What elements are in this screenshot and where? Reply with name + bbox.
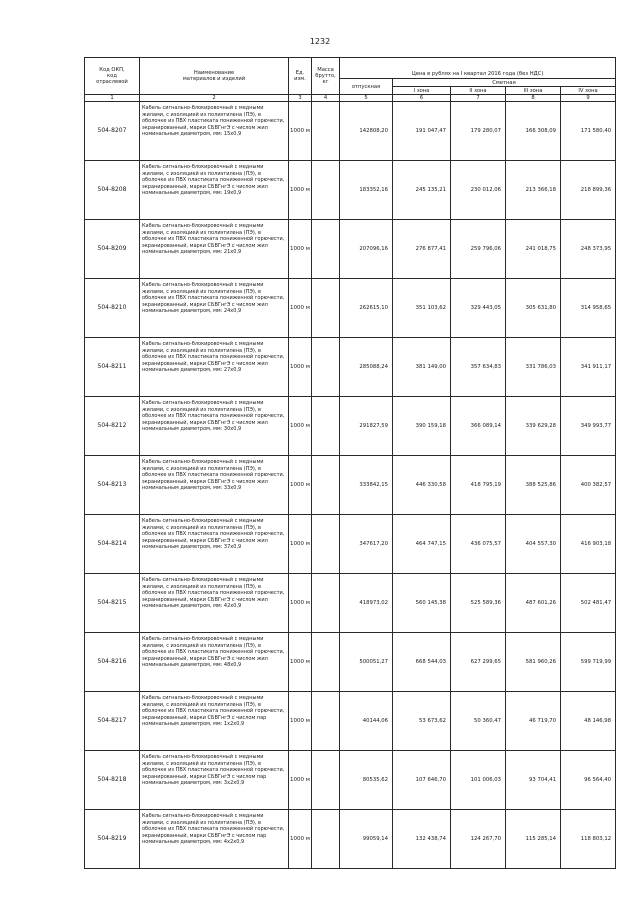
header-release: отпускная xyxy=(340,79,393,95)
item-release-price: 333842,15 xyxy=(340,456,393,515)
item-price-zone-1: 446 330,58 xyxy=(393,456,451,515)
item-price-zone-1: 351 103,62 xyxy=(393,279,451,338)
table-row xyxy=(85,633,616,692)
item-unit: 1000 м xyxy=(289,279,312,338)
item-price-zone-4: 341 911,17 xyxy=(561,338,616,397)
item-price-zone-2: 179 280,07 xyxy=(451,102,506,161)
item-price-zone-3: 213 366,18 xyxy=(506,161,561,220)
item-mass xyxy=(312,102,340,161)
item-unit: 1000 м xyxy=(289,633,312,692)
table-row xyxy=(85,515,616,574)
item-price-zone-4: 218 899,36 xyxy=(561,161,616,220)
table-row xyxy=(85,574,616,633)
header-zone-4: IV зона xyxy=(561,87,616,95)
item-code: 504-8211 xyxy=(85,338,140,397)
item-price-zone-3: 388 525,86 xyxy=(506,456,561,515)
item-mass xyxy=(312,574,340,633)
col-number: 2 xyxy=(140,95,289,102)
table-row xyxy=(85,810,616,869)
item-mass xyxy=(312,161,340,220)
item-name: Кабель сигнально-блокировочный с медными жилами, с изоляцией из полиэтилена (ПЭ), в оболочке из ПВХ пластиката пониженной горючести, экранированный, марки СБВГнгЭ с числом жил номинальным диаметром, мм: 21х0,9 xyxy=(140,220,289,279)
header-unit: Ед. изм. xyxy=(289,58,312,95)
item-price-zone-2: 357 634,83 xyxy=(451,338,506,397)
item-code: 504-8212 xyxy=(85,397,140,456)
item-release-price: 40144,06 xyxy=(340,692,393,751)
item-price-zone-3: 305 631,80 xyxy=(506,279,561,338)
item-release-price: 183352,16 xyxy=(340,161,393,220)
item-name: Кабель сигнально-блокировочный с медными жилами, с изоляцией из полиэтилена (ПЭ), в оболочке из ПВХ пластиката пониженной горючести, экранированный, марки СБВГнгЭ с числом жил номинальным диаметром, мм: 15х0,9 xyxy=(140,102,289,161)
item-price-zone-4: 416 903,18 xyxy=(561,515,616,574)
table-row xyxy=(85,456,616,515)
item-unit: 1000 м xyxy=(289,397,312,456)
item-name: Кабель сигнально-блокировочный с медными жилами, с изоляцией из полиэтилена (ПЭ), в оболочке из ПВХ пластиката пониженной горючести, экранированный, марки СБВГнгЭ с числом жил номинальным диаметром, мм: 42х0,9 xyxy=(140,574,289,633)
item-unit: 1000 м xyxy=(289,220,312,279)
item-price-zone-1: 560 145,38 xyxy=(393,574,451,633)
item-code: 504-8210 xyxy=(85,279,140,338)
item-code: 504-8215 xyxy=(85,574,140,633)
item-name: Кабель сигнально-блокировочный с медными жилами, с изоляцией из полиэтилена (ПЭ), в оболочке из ПВХ пластиката пониженной горючести, экранированный, марки СБВГнгЭ с числом жил номинальным диаметром, мм: 30х0,9 xyxy=(140,397,289,456)
item-name: Кабель сигнально-блокировочный с медными жилами, с изоляцией из полиэтилена (ПЭ), в оболочке из ПВХ пластиката пониженной горючести, экранированный, марки СБВГнгЭ с числом жил номинальным диаметром, мм: 33х0,9 xyxy=(140,456,289,515)
header-name: Наименование материалов и изделий xyxy=(140,58,289,95)
table-row xyxy=(85,279,616,338)
item-release-price: 291827,59 xyxy=(340,397,393,456)
item-price-zone-2: 230 012,06 xyxy=(451,161,506,220)
col-number: 9 xyxy=(561,95,616,102)
item-price-zone-3: 241 018,75 xyxy=(506,220,561,279)
item-mass xyxy=(312,220,340,279)
item-price-zone-3: 331 786,03 xyxy=(506,338,561,397)
item-release-price: 99059,14 xyxy=(340,810,393,869)
item-code: 504-8217 xyxy=(85,692,140,751)
item-mass xyxy=(312,397,340,456)
item-unit: 1000 м xyxy=(289,515,312,574)
item-price-zone-4: 599 719,99 xyxy=(561,633,616,692)
item-price-zone-1: 668 544,03 xyxy=(393,633,451,692)
header-price-title: Цена в рублях на I квартал 2016 года (без НДС) xyxy=(340,70,616,79)
header-zone-3: III зона xyxy=(506,87,561,95)
item-price-zone-2: 101 006,03 xyxy=(451,751,506,810)
header-price-group xyxy=(340,58,616,70)
item-unit: 1000 м xyxy=(289,692,312,751)
item-price-zone-2: 124 267,70 xyxy=(451,810,506,869)
table-body xyxy=(85,102,616,869)
item-code: 504-8218 xyxy=(85,751,140,810)
item-unit: 1000 м xyxy=(289,574,312,633)
table-header xyxy=(85,58,616,102)
item-price-zone-3: 487 601,26 xyxy=(506,574,561,633)
header-mass: Масса брутто, кг xyxy=(312,58,340,95)
item-unit: 1000 м xyxy=(289,161,312,220)
item-price-zone-1: 132 438,74 xyxy=(393,810,451,869)
item-price-zone-1: 53 673,62 xyxy=(393,692,451,751)
item-release-price: 207096,16 xyxy=(340,220,393,279)
item-name: Кабель сигнально-блокировочный с медными жилами, с изоляцией из полиэтилена (ПЭ), в оболочке из ПВХ пластиката пониженной горючести, экранированный, марки СБВГнгЭ с числом жил номинальным диаметром, мм: 48х0,9 xyxy=(140,633,289,692)
item-price-zone-3: 93 704,41 xyxy=(506,751,561,810)
item-release-price: 285088,24 xyxy=(340,338,393,397)
item-release-price: 80535,62 xyxy=(340,751,393,810)
item-name: Кабель сигнально-блокировочный с медными жилами, с изоляцией из полиэтилена (ПЭ), в оболочке из ПВХ пластиката пониженной горючести, экранированный, марки СБВГнгЭ с числом пар номинальным диаметром, мм: 4х2х0,9 xyxy=(140,810,289,869)
item-code: 504-8213 xyxy=(85,456,140,515)
col-number: 8 xyxy=(506,95,561,102)
item-unit: 1000 м xyxy=(289,456,312,515)
column-numbers-row xyxy=(85,95,616,102)
item-name: Кабель сигнально-блокировочный с медными жилами, с изоляцией из полиэтилена (ПЭ), в оболочке из ПВХ пластиката пониженной горючести, экранированный, марки СБВГнгЭ с числом пар номинальным диаметром, мм: 1х2х0,9 xyxy=(140,692,289,751)
item-price-zone-4: 349 993,77 xyxy=(561,397,616,456)
item-price-zone-1: 191 047,47 xyxy=(393,102,451,161)
header-code: Код ОКП, код отраслевой xyxy=(85,58,140,95)
col-number: 6 xyxy=(393,95,451,102)
item-price-zone-4: 171 580,40 xyxy=(561,102,616,161)
header-zone-1: I зона xyxy=(393,87,451,95)
item-mass xyxy=(312,515,340,574)
item-code: 504-8209 xyxy=(85,220,140,279)
item-price-zone-4: 48 146,98 xyxy=(561,692,616,751)
table-row xyxy=(85,220,616,279)
page-number: 1232 xyxy=(309,37,331,46)
item-unit: 1000 м xyxy=(289,751,312,810)
item-price-zone-1: 390 159,18 xyxy=(393,397,451,456)
item-price-zone-3: 404 557,30 xyxy=(506,515,561,574)
item-code: 504-8208 xyxy=(85,161,140,220)
item-mass xyxy=(312,338,340,397)
header-estimate: Сметная xyxy=(393,79,616,87)
table-row xyxy=(85,692,616,751)
item-price-zone-2: 436 075,57 xyxy=(451,515,506,574)
item-price-zone-2: 50 360,47 xyxy=(451,692,506,751)
item-name: Кабель сигнально-блокировочный с медными жилами, с изоляцией из полиэтилена (ПЭ), в оболочке из ПВХ пластиката пониженной горючести, экранированный, марки СБВГнгЭ с числом пар номинальным диаметром, мм: 3х2х0,9 xyxy=(140,751,289,810)
item-mass xyxy=(312,751,340,810)
col-number: 1 xyxy=(85,95,140,102)
item-price-zone-3: 339 629,28 xyxy=(506,397,561,456)
col-number: 3 xyxy=(289,95,312,102)
item-price-zone-3: 46 719,70 xyxy=(506,692,561,751)
item-price-zone-2: 329 443,05 xyxy=(451,279,506,338)
item-price-zone-1: 107 646,70 xyxy=(393,751,451,810)
col-number: 7 xyxy=(451,95,506,102)
item-price-zone-4: 96 564,40 xyxy=(561,751,616,810)
item-price-zone-2: 627 299,65 xyxy=(451,633,506,692)
table-row xyxy=(85,338,616,397)
item-price-zone-4: 502 481,47 xyxy=(561,574,616,633)
item-unit: 1000 м xyxy=(289,810,312,869)
item-price-zone-1: 464 747,15 xyxy=(393,515,451,574)
price-table xyxy=(84,57,616,869)
item-price-zone-1: 381 149,00 xyxy=(393,338,451,397)
col-number: 5 xyxy=(340,95,393,102)
item-price-zone-1: 245 135,21 xyxy=(393,161,451,220)
table-row xyxy=(85,751,616,810)
table-row xyxy=(85,102,616,161)
item-price-zone-4: 118 803,12 xyxy=(561,810,616,869)
item-price-zone-3: 581 960,26 xyxy=(506,633,561,692)
item-price-zone-2: 259 796,06 xyxy=(451,220,506,279)
item-mass xyxy=(312,810,340,869)
item-price-zone-4: 400 382,57 xyxy=(561,456,616,515)
item-code: 504-8219 xyxy=(85,810,140,869)
item-unit: 1000 м xyxy=(289,338,312,397)
item-unit: 1000 м xyxy=(289,102,312,161)
item-price-zone-3: 166 308,09 xyxy=(506,102,561,161)
item-price-zone-4: 248 373,95 xyxy=(561,220,616,279)
table-row xyxy=(85,161,616,220)
item-release-price: 262615,10 xyxy=(340,279,393,338)
item-mass xyxy=(312,692,340,751)
item-price-zone-2: 418 795,19 xyxy=(451,456,506,515)
item-price-zone-3: 115 285,14 xyxy=(506,810,561,869)
item-name: Кабель сигнально-блокировочный с медными жилами, с изоляцией из полиэтилена (ПЭ), в оболочке из ПВХ пластиката пониженной горючести, экранированный, марки СБВГнгЭ с числом жил номинальным диаметром, мм: 27х0,9 xyxy=(140,338,289,397)
item-price-zone-1: 276 877,41 xyxy=(393,220,451,279)
table-row xyxy=(85,397,616,456)
item-price-zone-2: 366 089,14 xyxy=(451,397,506,456)
item-price-zone-2: 525 589,36 xyxy=(451,574,506,633)
item-mass xyxy=(312,279,340,338)
item-release-price: 418973,02 xyxy=(340,574,393,633)
item-release-price: 347617,20 xyxy=(340,515,393,574)
item-name: Кабель сигнально-блокировочный с медными жилами, с изоляцией из полиэтилена (ПЭ), в оболочке из ПВХ пластиката пониженной горючести, экранированный, марки СБВГнгЭ с числом жил номинальным диаметром, мм: 19х0,9 xyxy=(140,161,289,220)
item-price-zone-4: 314 958,65 xyxy=(561,279,616,338)
item-name: Кабель сигнально-блокировочный с медными жилами, с изоляцией из полиэтилена (ПЭ), в оболочке из ПВХ пластиката пониженной горючести, экранированный, марки СБВГнгЭ с числом жил номинальным диаметром, мм: 37х0,9 xyxy=(140,515,289,574)
col-number: 4 xyxy=(312,95,340,102)
item-mass xyxy=(312,456,340,515)
header-zone-2: II зона xyxy=(451,87,506,95)
item-mass xyxy=(312,633,340,692)
item-code: 504-8216 xyxy=(85,633,140,692)
item-release-price: 500051,27 xyxy=(340,633,393,692)
item-name: Кабель сигнально-блокировочный с медными жилами, с изоляцией из полиэтилена (ПЭ), в оболочке из ПВХ пластиката пониженной горючести, экранированный, марки СБВГнгЭ с числом жил номинальным диаметром, мм: 24х0,9 xyxy=(140,279,289,338)
item-code: 504-8207 xyxy=(85,102,140,161)
item-code: 504-8214 xyxy=(85,515,140,574)
item-release-price: 142808,20 xyxy=(340,102,393,161)
